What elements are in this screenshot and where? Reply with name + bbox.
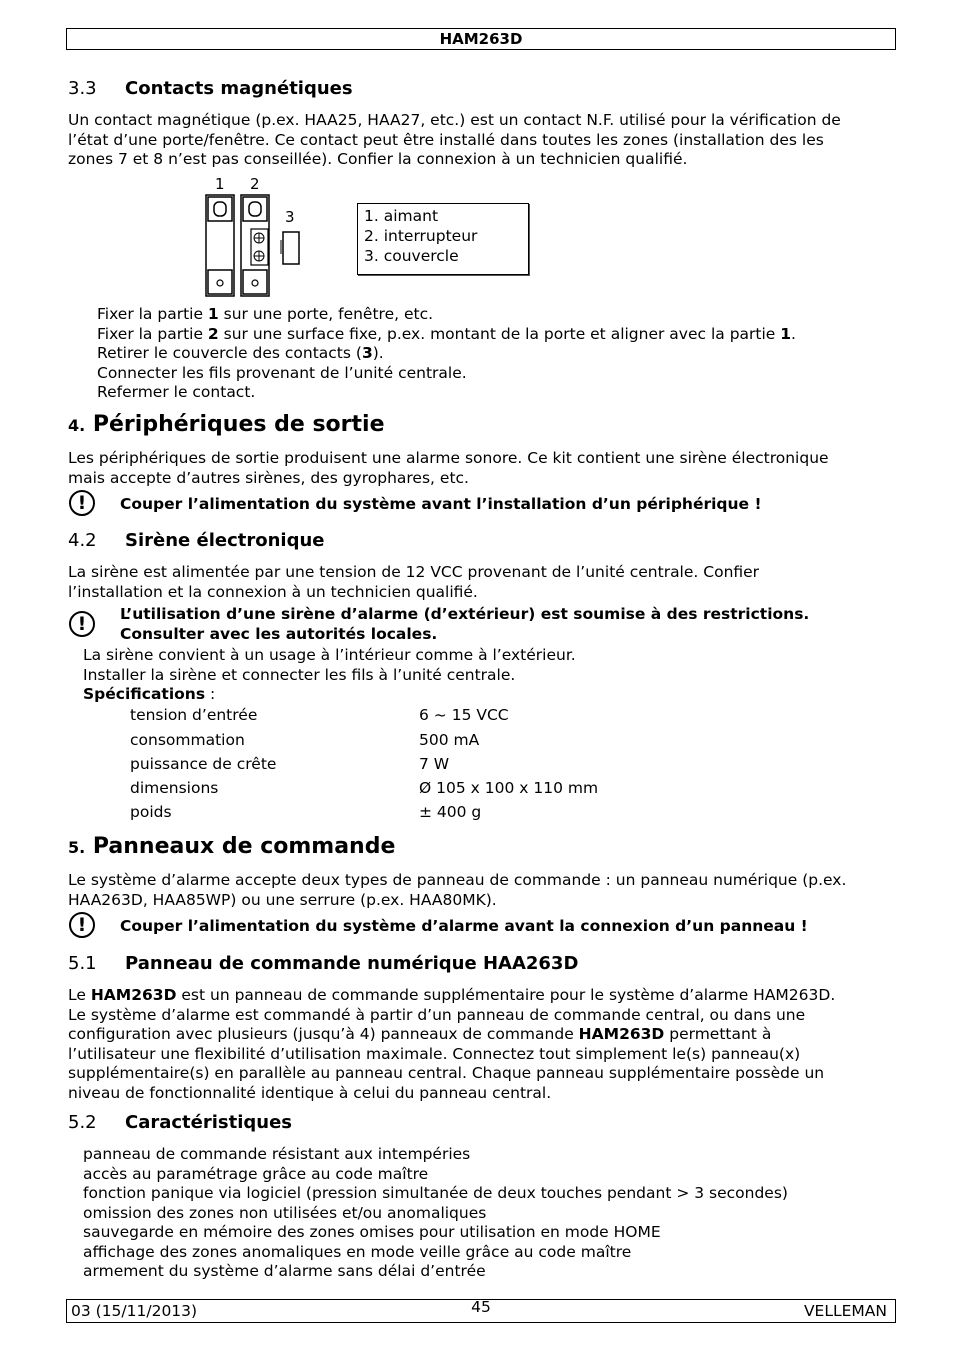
section-title: Panneaux de commande	[92, 834, 396, 859]
body-line: supplémentaire(s) en parallèle au panneau central. Chaque panneau supplémentaire possède un	[68, 1064, 825, 1082]
body-line: Le HAM263D est un panneau de commande supplémentaire pour le système d’alarme HAM263D.	[68, 986, 836, 1004]
spec-value: 7 W	[419, 755, 450, 773]
figure-label-3: 3	[285, 208, 295, 226]
legend-item: 1. aimant	[364, 207, 439, 225]
figure-legend	[357, 203, 529, 275]
page-header	[66, 28, 896, 50]
siren-notes	[83, 646, 883, 705]
legend-item: 2. interrupteur	[364, 227, 478, 245]
list-item: omission des zones non utilisées et/ou anomaliques	[83, 1203, 487, 1222]
warning-text: Couper l’alimentation du système d’alarme avant la connexion d’un panneau !	[120, 917, 808, 935]
list-item: affichage des zones anomaliques en mode veille grâce au code maître	[83, 1242, 632, 1261]
step-line: Refermer le contact.	[97, 383, 256, 401]
section-5-2-heading	[68, 1112, 292, 1134]
note-line: Installer la sirène et connecter les fils à l’unité centrale.	[83, 665, 516, 684]
spec-row	[130, 803, 730, 827]
body-line: l’état d’une porte/fenêtre. Ce contact peut être installé dans toutes les zones (installation des les	[68, 130, 824, 149]
section-number: 4.	[68, 416, 86, 435]
spec-key: puissance de crête	[130, 755, 277, 773]
section-3-3-heading	[68, 78, 353, 100]
warning-icon: !	[69, 611, 95, 637]
page-footer	[66, 1299, 896, 1323]
footer-brand: VELLEMAN	[803, 1302, 887, 1320]
spec-value: 6 ~ 15 VCC	[419, 706, 509, 724]
page-number: 45	[471, 1298, 491, 1316]
installation-steps	[97, 305, 887, 403]
switch-part	[241, 195, 269, 296]
section-title: Contacts magnétiques	[125, 78, 353, 99]
section-3-3-body	[68, 111, 888, 170]
body-line: Les périphériques de sortie produisent une alarme sonore. Ce kit contient une sirène électronique	[68, 449, 829, 467]
warning-icon: !	[69, 912, 95, 938]
body-line: niveau de fonctionnalité identique à celui du panneau central.	[68, 1083, 552, 1102]
body-line: HAA263D, HAA85WP) ou une serrure (p.ex. HAA80MK).	[68, 890, 497, 909]
section-number: 5.	[68, 838, 86, 857]
section-5-body	[68, 871, 888, 910]
section-4-body	[68, 449, 888, 488]
warning-text	[120, 605, 809, 644]
section-4-2-heading	[68, 530, 325, 552]
spec-row	[130, 706, 730, 730]
body-line: zones 7 et 8 n’est pas conseillée). Confier la connexion à un technicien qualifié.	[68, 150, 688, 168]
spec-key: dimensions	[130, 779, 219, 797]
section-number: 3.3	[68, 78, 97, 99]
spec-key: poids	[130, 803, 172, 821]
body-line: Le système d’alarme est commandé à partir d’un panneau de commande central, ou dans une	[68, 1005, 806, 1024]
list-item: accès au paramétrage grâce au code maître	[83, 1164, 429, 1183]
body-line: La sirène est alimentée par une tension de 12 VCC provenant de l’unité centrale. Confier	[68, 563, 760, 581]
footer-version: 03 (15/11/2013)	[71, 1302, 198, 1320]
section-title: Sirène électronique	[125, 530, 325, 551]
spec-row	[130, 755, 730, 779]
body-line: Le système d’alarme accepte deux types de panneau de commande : un panneau numérique (p.ex.	[68, 871, 847, 889]
section-title: Caractéristiques	[125, 1112, 293, 1133]
body-line: mais accepte d’autres sirènes, des gyrophares, etc.	[68, 468, 469, 487]
list-item: panneau de commande résistant aux intempéries	[83, 1145, 471, 1163]
spec-value: ± 400 g	[419, 803, 482, 821]
spec-value: Ø 105 x 100 x 110 mm	[419, 779, 599, 797]
magnet-part	[206, 195, 234, 296]
header-title: HAM263D	[439, 30, 523, 48]
spec-heading: Spécifications :	[83, 685, 216, 703]
body-line: configuration avec plusieurs (jusqu’à 4) panneaux de commande HAM263D permettant à	[68, 1025, 772, 1043]
section-4-2-body	[68, 563, 888, 602]
warning-line: L’utilisation d’une sirène d’alarme (d’extérieur) est soumise à des restrictions.	[120, 605, 810, 623]
figure-label-1: 1	[215, 175, 225, 193]
body-line: l’installation et la connexion à un technicien qualifié.	[68, 582, 478, 601]
spec-key: consommation	[130, 731, 245, 749]
section-5-heading	[68, 834, 395, 861]
spec-key: tension d’entrée	[130, 706, 258, 724]
section-title: Périphériques de sortie	[92, 412, 385, 437]
body-line: l’utilisateur une flexibilité d’utilisation maximale. Connectez tout simplement le(s) panneau(x)	[68, 1044, 801, 1063]
list-item: fonction panique via logiciel (pression simultanée de deux touches pendant > 3 secondes)	[83, 1184, 788, 1202]
spec-row	[130, 779, 730, 803]
list-item: sauvegarde en mémoire des zones omises pour utilisation en mode HOME	[83, 1223, 661, 1241]
legend-item: 3. couvercle	[364, 247, 459, 265]
warning-text: Couper l’alimentation du système avant l’installation d’un périphérique !	[120, 495, 762, 513]
section-number: 5.2	[68, 1112, 97, 1133]
section-number: 5.1	[68, 953, 97, 974]
section-5-1-body	[68, 986, 888, 1103]
figure-label-2: 2	[250, 175, 260, 193]
features-list	[83, 1145, 883, 1282]
step-line: Connecter les fils provenant de l’unité centrale.	[97, 363, 467, 382]
spec-value: 500 mA	[419, 731, 480, 749]
list-item: armement du système d’alarme sans délai d’entrée	[83, 1262, 486, 1280]
magnetic-contact-figure	[200, 174, 310, 300]
section-4-heading	[68, 412, 385, 439]
section-number: 4.2	[68, 530, 97, 551]
step-line: Retirer le couvercle des contacts (3).	[97, 344, 384, 362]
warning-icon: !	[69, 490, 95, 516]
cover-part	[281, 232, 299, 264]
step-line: Fixer la partie 1 sur une porte, fenêtre, etc.	[97, 305, 434, 323]
note-line: La sirène convient à un usage à l’intérieur comme à l’extérieur.	[83, 646, 576, 664]
section-title: Panneau de commande numérique HAA263D	[125, 953, 579, 974]
spec-row	[130, 731, 730, 755]
step-line: Fixer la partie 2 sur une surface fixe, p.ex. montant de la porte et aligner avec la partie 1.	[97, 324, 796, 343]
body-line: Un contact magnétique (p.ex. HAA25, HAA27, etc.) est un contact N.F. utilisé pour la vérification de	[68, 111, 841, 129]
section-5-1-heading	[68, 953, 578, 975]
warning-line: Consulter avec les autorités locales.	[120, 624, 438, 643]
